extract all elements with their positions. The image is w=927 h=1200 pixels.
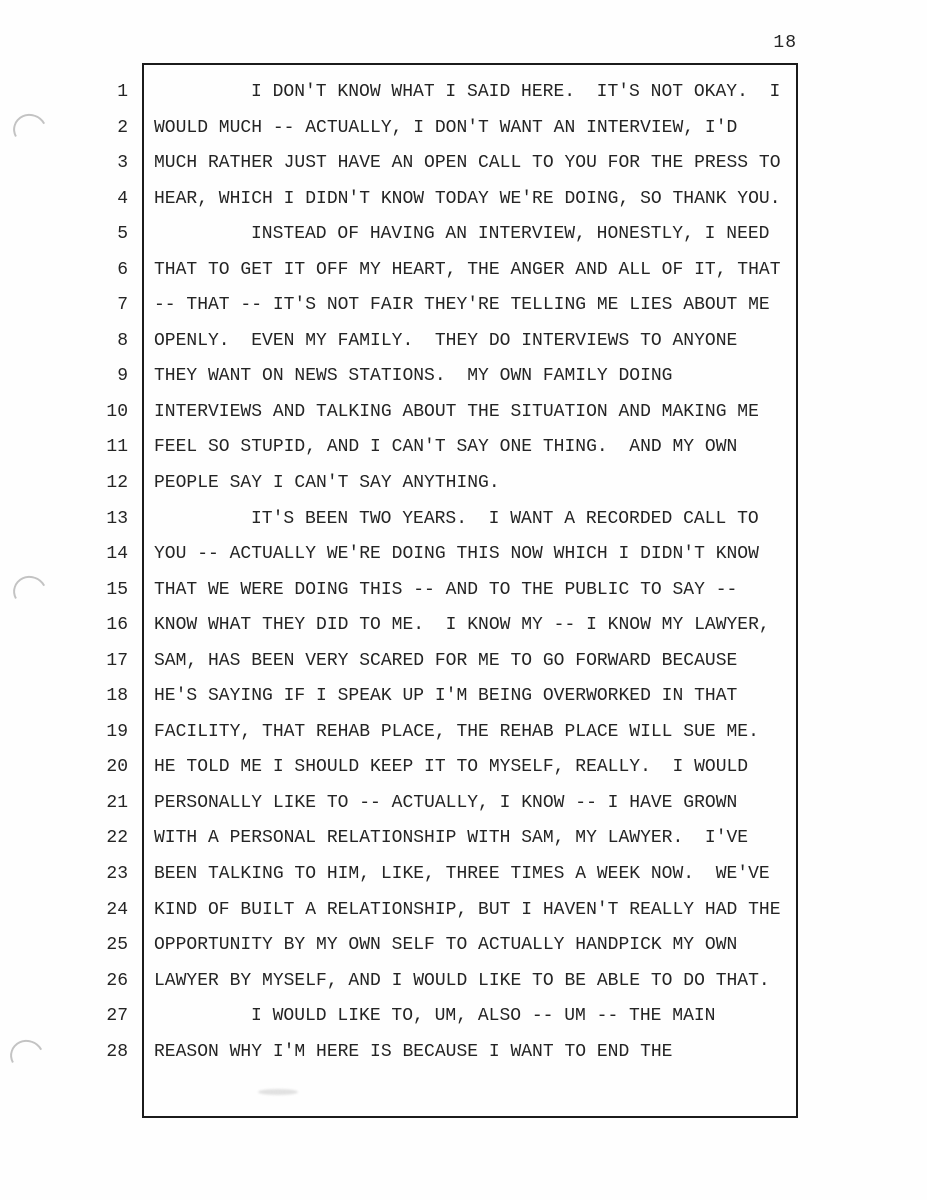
line-number: 10 bbox=[106, 401, 128, 422]
smudge-mark bbox=[258, 1089, 298, 1095]
transcript-line: PEOPLE SAY I CAN'T SAY ANYTHING. bbox=[154, 473, 500, 494]
transcript-line: HEAR, WHICH I DIDN'T KNOW TODAY WE'RE DOING, SO THANK YOU. bbox=[154, 188, 781, 209]
line-number: 24 bbox=[106, 899, 128, 920]
transcript-line: OPENLY. EVEN MY FAMILY. THEY DO INTERVIEWS TO ANYONE bbox=[154, 330, 738, 351]
line-number: 20 bbox=[106, 757, 128, 778]
transcript-line: BEEN TALKING TO HIM, LIKE, THREE TIMES A WEEK NOW. WE'VE bbox=[154, 864, 770, 885]
transcript-line: INTERVIEWS AND TALKING ABOUT THE SITUATION AND MAKING ME bbox=[154, 401, 759, 422]
transcript-line: SAM, HAS BEEN VERY SCARED FOR ME TO GO FORWARD BECAUSE bbox=[154, 650, 738, 671]
transcript-line: REASON WHY I'M HERE IS BECAUSE I WANT TO END THE bbox=[154, 1041, 673, 1062]
transcript-line: MUCH RATHER JUST HAVE AN OPEN CALL TO YOU FOR THE PRESS TO bbox=[154, 153, 781, 174]
line-number: 19 bbox=[106, 721, 128, 742]
line-number: 4 bbox=[117, 188, 128, 209]
line-number: 12 bbox=[106, 473, 128, 494]
line-number: 8 bbox=[117, 330, 128, 351]
transcript-line: OPPORTUNITY BY MY OWN SELF TO ACTUALLY HANDPICK MY OWN bbox=[154, 935, 738, 956]
line-number: 14 bbox=[106, 544, 128, 565]
line-number: 22 bbox=[106, 828, 128, 849]
line-number: 17 bbox=[106, 650, 128, 671]
line-number: 9 bbox=[117, 366, 128, 387]
transcript-text-box bbox=[142, 63, 798, 1118]
transcript-line: FACILITY, THAT REHAB PLACE, THE REHAB PLACE WILL SUE ME. bbox=[154, 721, 759, 742]
line-number: 16 bbox=[106, 615, 128, 636]
line-number: 11 bbox=[106, 437, 128, 458]
transcript-line: KNOW WHAT THEY DID TO ME. I KNOW MY -- I KNOW MY LAWYER, bbox=[154, 615, 770, 636]
transcript-line: -- THAT -- IT'S NOT FAIR THEY'RE TELLING ME LIES ABOUT ME bbox=[154, 295, 770, 316]
page-number: 18 bbox=[773, 33, 797, 53]
transcript-line: HE TOLD ME I SHOULD KEEP IT TO MYSELF, REALLY. I WOULD bbox=[154, 757, 749, 778]
line-number-column bbox=[0, 75, 128, 1070]
line-number: 27 bbox=[106, 1006, 128, 1027]
line-number: 28 bbox=[106, 1041, 128, 1062]
line-number: 18 bbox=[106, 686, 128, 707]
transcript-line: YOU -- ACTUALLY WE'RE DOING THIS NOW WHICH I DIDN'T KNOW bbox=[154, 544, 759, 565]
line-number: 15 bbox=[106, 579, 128, 600]
transcript-line: THEY WANT ON NEWS STATIONS. MY OWN FAMILY DOING bbox=[154, 366, 673, 387]
line-number: 6 bbox=[117, 259, 128, 280]
transcript-line: LAWYER BY MYSELF, AND I WOULD LIKE TO BE ABLE TO DO THAT. bbox=[154, 970, 770, 991]
line-number: 26 bbox=[106, 970, 128, 991]
line-number: 2 bbox=[117, 117, 128, 138]
transcript-line: INSTEAD OF HAVING AN INTERVIEW, HONESTLY, I NEED bbox=[251, 224, 770, 245]
transcript-line: I WOULD LIKE TO, UM, ALSO -- UM -- THE MAIN bbox=[251, 1006, 716, 1027]
line-number: 7 bbox=[117, 295, 128, 316]
transcript-line: PERSONALLY LIKE TO -- ACTUALLY, I KNOW -- I HAVE GROWN bbox=[154, 792, 738, 813]
transcript-line: THAT WE WERE DOING THIS -- AND TO THE PUBLIC TO SAY -- bbox=[154, 579, 738, 600]
transcript-line: THAT TO GET IT OFF MY HEART, THE ANGER AND ALL OF IT, THAT bbox=[154, 259, 781, 280]
transcript-line: WITH A PERSONAL RELATIONSHIP WITH SAM, MY LAWYER. I'VE bbox=[154, 828, 749, 849]
transcript-line: I DON'T KNOW WHAT I SAID HERE. IT'S NOT OKAY. I bbox=[251, 82, 781, 102]
line-number: 23 bbox=[106, 864, 128, 885]
line-number: 21 bbox=[106, 792, 128, 813]
line-number: 1 bbox=[117, 82, 128, 102]
transcript-line: HE'S SAYING IF I SPEAK UP I'M BEING OVERWORKED IN THAT bbox=[154, 686, 738, 707]
transcript-line: KIND OF BUILT A RELATIONSHIP, BUT I HAVEN'T REALLY HAD THE bbox=[154, 899, 781, 920]
transcript-line: WOULD MUCH -- ACTUALLY, I DON'T WANT AN INTERVIEW, I'D bbox=[154, 117, 738, 138]
transcript-line: FEEL SO STUPID, AND I CAN'T SAY ONE THING. AND MY OWN bbox=[154, 437, 738, 458]
line-number: 5 bbox=[117, 224, 128, 245]
line-number: 25 bbox=[106, 935, 128, 956]
transcript-line: IT'S BEEN TWO YEARS. I WANT A RECORDED CALL TO bbox=[251, 508, 759, 529]
line-number: 13 bbox=[106, 508, 128, 529]
transcript-lines bbox=[154, 75, 794, 1070]
line-number: 3 bbox=[117, 153, 128, 174]
